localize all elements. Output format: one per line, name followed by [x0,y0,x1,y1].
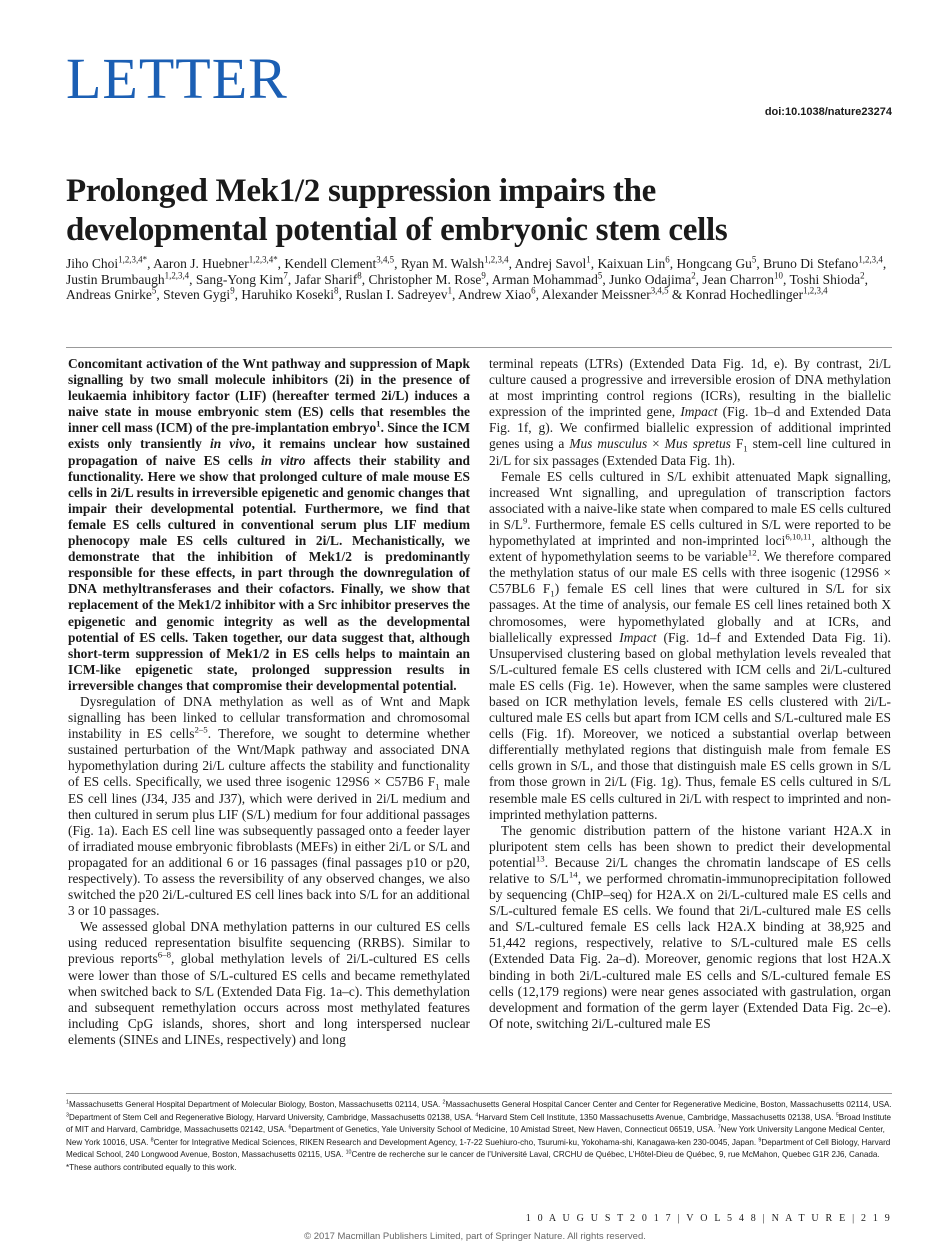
superscript-ref: 2 [442,1099,446,1106]
author-affiliation: 1,2,3,4 [164,270,190,281]
author-name: Justin Brumbaugh [66,271,165,287]
title-line-2: developmental potential of embryonic stem cells [66,212,728,248]
author-affiliation: 1,2,3,4* [118,254,148,265]
author-name: Jiho Choi [66,256,119,271]
author-affiliation: 1,2,3,4 [803,285,828,296]
superscript-ref: 6 [288,1124,292,1131]
doi-link[interactable]: doi:10.1038/nature23274 [764,106,892,118]
italic-term: Mus musculus [569,436,648,452]
author-affiliation: 9 [230,285,235,296]
author-affiliation: 1 [447,285,453,296]
author-name: Christopher M. Rose [368,271,482,287]
author [686,287,828,302]
abstract: Concomitant activation of the Wnt pathway and suppression of Mapk signalling by two small molecule inhibitors (2i) in the presence of leukaemia inhibitory factor (LIF) (hereafter termed 2i/L) induces a naive state in mouse embryonic stem (ES) cells that resembles the inner cell mass (ICM) of the pre-implantation embryo$^1$. Since the ICM exists only transiently in vivo, it remains unclear how sustained propagation of naive ES cells in vitro affects their stability and functionality. Here we show that prolonged culture of male mouse ES cells in 2i/L results in irreversible epigenetic and genomic changes that impair their developmental potential. Furthermore, we find that female ES cells cultured in conventional serum plus LIF medium phenocopy male ES cells cultured in 2i/L. Mechanistically, we demonstrate that the inhibition of Mek1/2 is predominantly responsible for these effects, in part through the downregulation of DNA methyltransferases and their cofactors. Finally, we show that replacement of the Mek1/2 inhibitor with a Src inhibitor preserves the epigenetic and genomic integrity as well as the developmental potential of ES cells. Taken together, our data suggest that, although short-term suppression of Mek1/2 in ES cells helps to maintain an ICM-like epigenetic state, prolonged suppression results in irreversible changes that compromise their developmental potential. [68,356,471,693]
author-name: Andrej Savol [514,256,587,271]
author [368,272,485,287]
copyright: © 2017 Macmillan Publishers Limited, part of Springer Nature. All rights reserved. [304,1231,646,1242]
column-right [489,356,891,1032]
author-name: Kaixuan Lin [597,256,666,271]
footnotes [66,1099,892,1175]
superscript-ref: 13 [535,853,545,864]
author [241,287,338,302]
author [542,287,669,302]
body-paragraph: We assessed global DNA methylation patterns in our cultured ES cells using reduced representation bisulfite sequencing (RRBS). Similar to previous reports$^{6-8}$, global methylation levels of 2i/L-cultured ES cells were lower than those of S/L-cultured ES cells and became remethylated when switched back to S/L (Extended Data Fig. 1a–c). This demethylation and subsequent remethylation occurs across most methylated features including CpG islands, shores, short and long interspersed nuclear elements (SINEs and LINEs, respectively) and long [68,919,470,1047]
author-name: Kendell Clement [284,256,377,271]
article-title [66,172,906,250]
page-info: 1 0 A U G U S T 2 0 1 7 | V O L 5 4 8 | N A T U R E | 2 1 9 [525,1213,892,1224]
author [492,272,603,287]
subscript: 1 [550,588,555,599]
italic-term: in vivo [209,436,252,452]
equal-contribution-note: *These authors contributed equally to this work. [66,1162,237,1172]
author [702,272,783,287]
author [458,287,536,302]
author [345,287,452,302]
author-name: Alexander Meissner [541,287,651,303]
author-affiliation: 7 [283,270,288,281]
body-paragraph: Dysregulation of DNA methylation as well as of Wnt and Mapk signalling has been linked to cellular transformation and chromosomal instability in ES cells$^{2-5}$. Therefore, we sought to determine whether sustained perturbation of the Wnt/Mapk pathway and associated DNA hypomethylation during 2i/L culture affects the stability and functionality of ES cells. Specifically, we used three isogenic 129S6 × C57B6 $F_1$ male ES cell lines (J34, J35 and J37), which were derived in 2i/L medium and then cultured in serum plus LIF (S/L) medium for four additional passages (Fig. 1a). Each ES cell line was subsequently passaged onto a feeder layer of irradiated mouse embryonic fibroblasts (MEFs) in either 2i/L or S/L and propagated for an additional 6 or 16 passages (final passages p10 or p20, respectively). To assess the reversibility of any observed changes, we also switched the p20 2i/L-cultured ES cell lines back into S/L for an additional 3 or 10 passages. [68,693,470,919]
author-affiliation: 5 [151,285,157,296]
author-affiliation: 1,2,3,4 [484,254,509,265]
author [66,287,156,302]
author [284,256,394,271]
author [295,272,362,287]
author-affiliation: 5 [751,254,757,265]
author [609,272,696,287]
italic-term: Impact [619,629,657,645]
author-affiliation: 8 [357,270,362,281]
author-name: Ruslan I. Sadreyev [345,287,448,303]
author-affiliation: 9 [481,270,486,281]
superscript-ref: 6–8 [157,950,171,960]
author-name: Konrad Hochedlinger [685,287,804,303]
author-affiliation: 8 [334,285,339,296]
superscript-ref: 6,10,11 [785,531,812,542]
superscript-ref: 12 [747,547,757,558]
italic-term: Mus spretus [664,436,731,452]
author-name: Junko Odajima [609,271,692,287]
author-affiliation: 1,2,3,4 [858,254,883,265]
author [196,272,288,287]
superscript-ref: 8 [150,1137,154,1144]
superscript-ref: 10 [345,1149,352,1156]
superscript-ref: 14 [568,869,578,880]
author-affiliation: 6 [531,285,536,296]
author-name: Hongcang Gu [676,256,752,271]
title-line-1: Prolonged Mek1/2 suppression impairs the [66,173,657,209]
author-name: Steven Gygi [163,287,231,303]
author-affiliation: 1,2,3,4* [248,254,278,265]
superscript-ref: 9 [758,1137,762,1144]
author-affiliation: 2 [860,270,865,281]
subscript: 1 [435,782,440,793]
header-divider [66,347,892,348]
author-name: Sang-Yong Kim [195,271,284,287]
author-affiliation: 3,4,5 [650,285,669,296]
author-name: Bruno Di Stefano [763,256,859,271]
author-name: Arman Mohammad [491,271,598,287]
subscript: 1 [743,444,748,455]
section-label: LETTER [66,46,288,111]
author-affiliation: 1 [586,254,591,265]
author [597,256,669,271]
author-affiliation: 2 [691,270,696,281]
author-affiliation: 6 [665,254,670,265]
superscript-ref: 2–5 [194,724,208,735]
superscript-ref: 1 [66,1099,69,1106]
author-name: Aaron J. Huebner [153,256,249,271]
italic-term: Impact [680,404,718,420]
author-name: Andreas Gnirke [66,287,152,303]
superscript-ref: 9 [523,515,528,526]
superscript-ref: 7 [717,1124,721,1131]
author-name: Jean Charron [702,271,775,287]
superscript-ref: 3 [66,1111,69,1118]
superscript-ref: 1 [376,418,381,429]
author-name: Ryan M. Walsh [400,256,485,271]
body-paragraph: Female ES cells cultured in S/L exhibit attenuated Mapk signalling, increased Wnt signalling, and upregulation of transcription factors associated with a naive-like state when compared to male ES cells cultured in $S/L^9$. Furthermore, female ES cells cultured in S/L were reported to be hypomethylated at imprinted and non-imprinted loci$^{6,10,11}$, although the extent of hypomethylation seems to be variable$^{12}$. We therefore compared the methylation status of our male ES cells with three isogenic (129S6 × C57BL6 $F_1$) female ES cell lines that were cultured in S/L for six passages. At the time of analysis, our female ES cell lines retained both X chromosomes, were hypomethylated globally and at ICRs, and biallelically expressed Impact (Fig. 1d–f and Extended Data Fig. 1i). Unsupervised clustering based on global methylation levels revealed that S/L-cultured female ES cells clustered with ICM cells and 2i/L-cultured male ES cells (Fig. 1e). However, when the same samples were clustered based on ICR methylation levels, female ES cells clustered with 2i/L-cultured male ES cells but apart from ICM cells and S/L-cultured male ES cells (Fig. 1f). Moreover, we noticed a substantial overlap between differentially methylated regions that distinguish male from female ES cells grown in S/L, and those that distinguish male ES cells grown in S/L from those grown in 2i/L (Fig. 1g). Thus, female ES cells cultured in S/L resemble male ES cells cultured in 2i/L with respect to imprinted and non-imprinted methylation patterns. [489,468,892,822]
author-name: Jafar Sharif [294,271,358,287]
author [789,272,864,287]
author-name: Haruhiko Koseki [241,287,334,303]
author [153,256,278,271]
body-paragraph: The genomic distribution pattern of the histone variant H2A.X in pluripotent stem cells has been shown to predict their developmental potential$^{13}$. Because 2i/L changes the chromatin landscape of ES cells relative to $S/L^{14}$, we performed chromatin-immunoprecipitation followed by sequencing (ChIP–seq) for H2A.X on 2i/L-cultured male ES cells and S/L-cultured female ES cells. We found that 2i/L-cultured male ES cells and S/L-cultured female ES cells lack H2A.X binding at 38,925 and 51,442 regions, respectively, relative to S/L-cultured male ES cells (Extended Data Fig. 2a–d). Moreover, genomic regions that lost H2A.X binding in both 2i/L-cultured male ES cells and S/L-cultured female ES cells (12,179 regions) were near genes associated with gastrulation, organ development and formation of the germ layer (Extended Data Fig. 2c–e). Of note, switching 2i/L-cultured male ES [489,822,891,1031]
superscript-ref: 5 [835,1111,839,1118]
author-list: Jiho Choi$^{1,2,3,4*}$, Aaron J. Huebner$^{1,2,3,4*}$, Kendell Clement$^{3,4,5}$, Ryan M. Walsh$^{1,2,3,4}$, Andrej Savol$^1$, Kaixuan Lin$^6$, Hongcang Gu$^5$, Bruno Di Stefano$^{1,2,3,4}$, Justin Brumbaugh$^{1,2,3,4}$, Sang-Yong Kim$^7$, Jafar Sharif$^8$, Christopher M. Rose$^9$, Arman Mohammad$^5$, Junko Odajima$^2$, Jean Charron$^{10}$, Toshi Shioda$^2$, Andreas Gnirke$^5$, Steven Gygi$^9$, Haruhiko Koseki$^8$, Ruslan I. Sadreyev$^1$, Andrew Xiao$^6$, Alexander Meissner$^{3,4,5}$ & Konrad Hochedlinger$^{1,2,3,4}$ [66,254,887,303]
author [66,272,189,287]
body-paragraph: terminal repeats (LTRs) (Extended Data Fig. 1d, e). By contrast, 2i/L culture caused a progressive and irreversible erosion of DNA methylation at most imprinting control regions (ICRs), resulting in the biallelic expression of the imprinted gene, Impact (Fig. 1b–d and Extended Data Fig. 1f, g). We confirmed biallelic expression of additional imprinted genes using a Mus musculus × Mus spretus $F_1$ stem-cell line cultured in 2i/L for six passages (Extended Data Fig. 1h). [489,356,891,468]
author [401,256,509,271]
author [515,256,591,271]
author-affiliation: 10 [774,270,783,281]
italic-term: in vitro [260,452,306,468]
superscript-ref: 4 [475,1111,479,1118]
author-affiliation: 3,4,5 [376,254,395,265]
author-name: Toshi Shioda [789,271,861,287]
affiliations: $^1$Massachusetts General Hospital Department of Molecular Biology, Boston, Massachusetts 02114, USA. $^2$Massachusetts General Hospital Cancer Center and Center for Regenerative Medicine, Boston, Massachusetts 02114, USA. $^3$Department of Stem Cell and Regenerative Biology, Harvard University, Cambridge, Massachusetts 02138, USA. $^4$Harvard Stem Cell Institute, 1350 Massachusetts Avenue, Cambridge, Massachusetts 02138, USA. $^5$Broad Institute of MIT and Harvard, Cambridge, Massachusetts 02142, USA. $^6$Department of Genetics, Yale University School of Medicine, 10 Amistad Street, New Haven, Connecticut 06519, USA. $^7$New York University Langone Medical Center, New York 10016, USA. $^8$Center for Integrative Medical Sciences, RIKEN Research and Development Agency, 1-7-22 Suehiuro-cho, Tsurumi-ku, Yokohama-shi, Kanagawa-ken 230-0045, Japan. $^9$Department of Cell Biology, Harvard Medical School, 240 Longwood Avenue, Boston, Massachusetts 02115, USA. $^{10}$Centre de recherche sur le cancer de l’Université Laval, CRCHU de Québec, L’Hôtel-Dieu de Québec, 9, rue McMahon, Quebec G1R 2J6, Canada. [66,1099,892,1160]
author [677,256,757,271]
column-left [68,356,470,1048]
author [163,287,235,302]
author [66,256,147,271]
author [763,256,883,271]
author-name: Andrew Xiao [458,287,532,303]
author-affiliation: 5 [597,270,603,281]
footnote-divider [66,1093,892,1094]
